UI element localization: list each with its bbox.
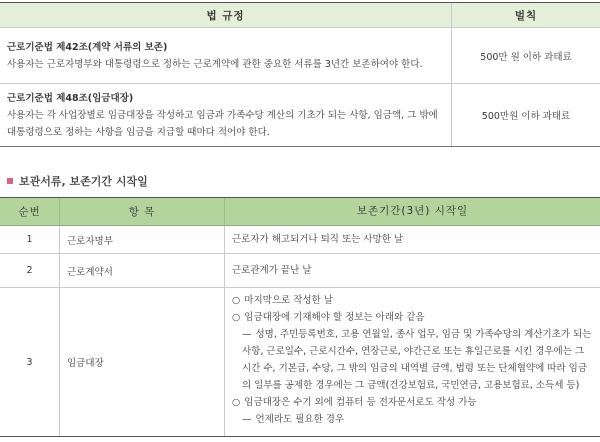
detail-text: 언제라도 필요한 경우 [255, 414, 345, 425]
law-article-text: 사용자는 각 사업장별로 임금대장을 작성하고 임금과 가족수당 계산의 기초가 되는 사항, 임금액, 그 밖에 대통령령으로 정하는 사항을 임금을 지급할 때마다 적어야 한다. [7, 109, 438, 138]
section-heading-text: 보관서류, 보존기간 시작일 [19, 175, 148, 188]
retention-table [0, 197, 600, 437]
header-cell-item: 항 목 [60, 198, 225, 225]
header-cell-penalty: 벌칙 [514, 9, 538, 22]
law-penalty: 500만원 이하 과태료 [481, 111, 571, 122]
law-article-text: 사용자는 근로자명부와 대통령령으로 정하는 근로계약에 관한 중요한 서류를 3년간 보존하여야 한다. [7, 58, 423, 70]
law-penalty: 500만 원 이하 과태료 [480, 51, 572, 63]
square-bullet-icon [7, 178, 13, 184]
table-row [0, 226, 600, 254]
law-table-header [0, 3, 600, 28]
row-item: 근로계약서 [60, 254, 225, 287]
row-item: 임금대장 [60, 288, 225, 436]
header-cell-start-date: 보존기간(3년) 시작일 [356, 205, 469, 217]
table-row [0, 288, 600, 436]
row-start-date-details [225, 288, 600, 436]
detail-text: 임금대장에 기재해야 할 정보는 아래와 같음 [244, 312, 425, 323]
detail-subline [232, 411, 592, 428]
table-row [0, 254, 600, 288]
detail-line [232, 394, 592, 411]
law-article-cell [0, 28, 452, 83]
detail-text: 성명, 주민등록번호, 고용 연월일, 종사 업무, 임금 및 가족수당의 계산기초가 되는 사항, 근로일수, 근로시간수, 연장근로, 야간근로 또는 휴일근로를 시킨 경우에는 그 시간 수, 기본급, 수당, 그 밖의 임금의 내역별 금액, 법령 또는 단체협약에 따라 임금의 일부를 공제한 경우에는 그 금액(건강보험료, 국민연금, 고용보험료, 소득세 등) [242, 329, 592, 391]
detail-line [232, 292, 592, 309]
law-regulation-table [0, 2, 600, 147]
detail-subline [232, 326, 592, 394]
row-number: 1 [0, 226, 60, 253]
law-article-cell [0, 84, 452, 146]
detail-line [232, 309, 592, 326]
row-item: 근로자명부 [60, 226, 225, 253]
dash-bullet-icon: — [242, 329, 252, 340]
law-row [0, 28, 600, 84]
retention-table-header [0, 198, 600, 226]
row-start-date: 근로자가 해고되거나 퇴직 또는 사망한 날 [232, 234, 404, 245]
section-heading [7, 173, 148, 189]
circle-bullet-icon: ○ [232, 295, 241, 306]
law-row [0, 84, 600, 146]
row-start-date: 근로관계가 끝난 날 [232, 265, 312, 276]
row-number: 3 [0, 288, 60, 436]
dash-bullet-icon: — [242, 414, 252, 425]
circle-bullet-icon: ○ [232, 397, 241, 408]
detail-text: 임금대장은 수기 외에 컴퓨터 등 전자문서로도 작성 가능 [244, 397, 477, 408]
detail-text: 마지막으로 작성한 날 [244, 295, 333, 306]
circle-bullet-icon: ○ [232, 312, 241, 323]
row-number: 2 [0, 254, 60, 287]
header-cell-number: 순번 [0, 198, 60, 225]
law-article-title: 근로기준법 제42조(계약 서류의 보존) [7, 41, 168, 53]
law-article-title: 근로기준법 제48조(임금대장) [7, 92, 134, 104]
header-cell-regulation: 법 규정 [0, 3, 452, 27]
